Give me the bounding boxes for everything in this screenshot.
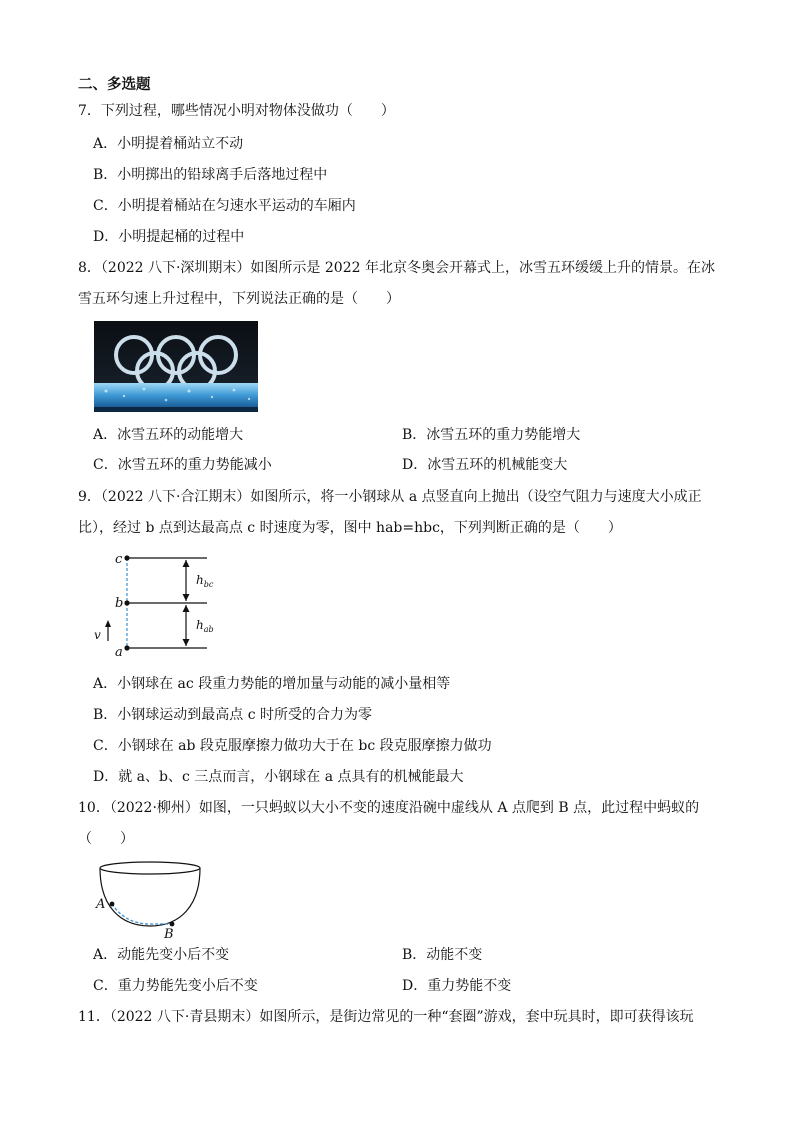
question-8-stem-line-2: 雪五环匀速上升过程中，下列说法正确的是（ ） [78,291,400,307]
point-A-label: A [96,897,106,912]
question-9-option-b: B．小钢球运动到最高点 c 时所受的合力为零 [93,707,373,723]
question-9-stem-line-2: 比），经过 b 点到达最高点 c 时速度为零，图中 hab=hbc，下列判断正确的是（ ） [78,520,622,536]
question-10-option-a: A．动能先变小后不变 [93,947,230,963]
question-7-option-a: A．小明提着桶站立不动 [93,136,244,152]
olympic-rings-photo [94,321,258,412]
question-10-option-c: C．重力势能先变小后不变 [93,978,258,994]
ball-trajectory-diagram [90,548,220,660]
question-8-option-b: B．冰雪五环的重力势能增大 [402,427,581,443]
question-7-option-d: D．小明提起桶的过程中 [93,229,245,245]
question-9-option-a: A．小钢球在 ac 段重力势能的增加量与动能的减小量相等 [93,676,451,692]
hbc-label: $h_{bc}$ [196,573,214,589]
point-b-label: b [115,596,124,611]
point-c-label: c [115,552,123,567]
question-8-option-a: A．冰雪五环的动能增大 [93,427,244,443]
section-title: 二、多选题 [78,77,151,93]
question-7-option-c: C．小明提着桶站在匀速水平运动的车厢内 [93,198,356,214]
bowl-diagram [92,858,210,940]
question-8-stem-line-1: 8．（2022 八下·深圳期末）如图所示是 2022 年北京冬奥会开幕式上，冰雪五环缓缓上升的情景。在冰 [78,260,715,276]
question-9-option-c: C．小钢球在 ab 段克服摩擦力做功大于在 bc 段克服摩擦力做功 [93,738,492,754]
question-7-stem: 7．下列过程，哪些情况小明对物体没做功（ ） [78,103,395,119]
question-10-option-d: D．重力势能不变 [402,978,512,994]
question-10-option-b: B．动能不变 [402,947,483,963]
question-10-stem-line-2: （ ） [78,831,134,847]
point-B-label: B [164,927,174,940]
question-9-stem-line-1: 9．（2022 八下·合江期末）如图所示，将一小钢球从 a 点竖直向上抛出（设空气阻力与速度大小成正 [78,489,702,505]
question-7-option-b: B．小明掷出的铅球离手后落地过程中 [93,167,328,183]
velocity-label: v [94,628,101,642]
hab-label: $h_{ab}$ [196,618,214,634]
question-8-option-d: D．冰雪五环的机械能变大 [402,457,568,473]
question-10-stem-line-1: 10．（2022·柳州）如图，一只蚂蚁以大小不变的速度沿碗中虚线从 A 点爬到 B 点，此过程中蚂蚁的 [78,800,700,816]
point-a-label: a [115,645,123,660]
question-8-option-c: C．冰雪五环的重力势能减小 [93,457,272,473]
question-9-option-d: D．就 a、b、c 三点而言，小钢球在 a 点具有的机械能最大 [93,769,464,785]
question-11-stem-line-1: 11．（2022 八下·青县期末）如图所示，是街边常见的一种“套圈”游戏，套中玩具时，即可获得该玩 [78,1009,694,1025]
